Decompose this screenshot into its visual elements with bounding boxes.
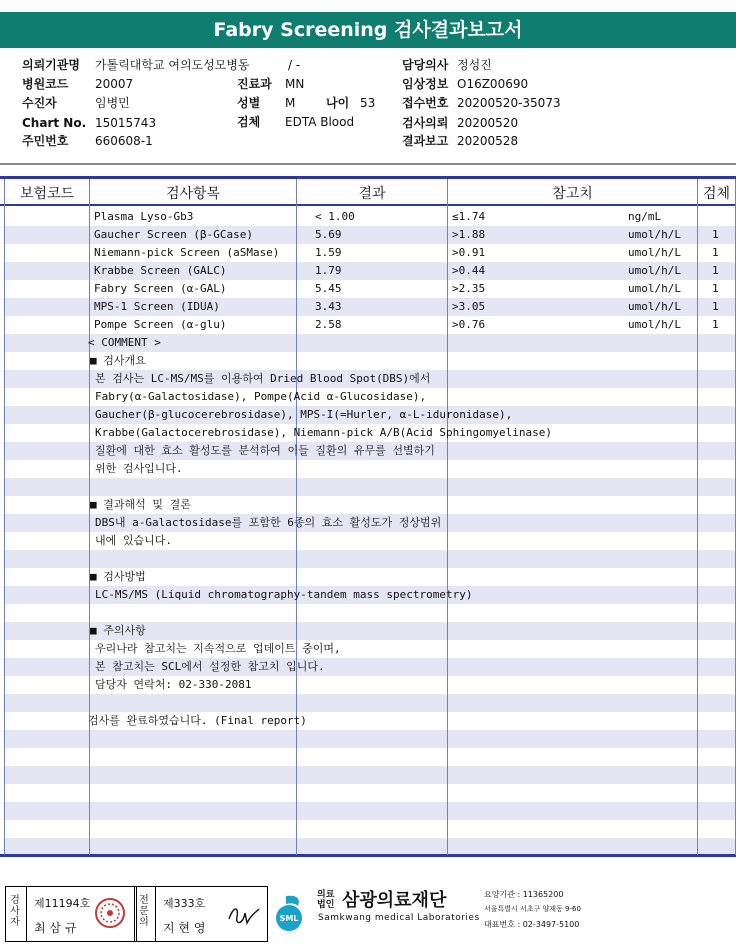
specimen-value: EDTA Blood bbox=[285, 115, 355, 129]
overview-line: 위한 검사입니다. bbox=[95, 462, 183, 475]
method-line: LC-MS/MS (Liquid chromatography-tandem mass spectrometry) bbox=[95, 588, 473, 601]
org-name: 삼광의료재단 bbox=[342, 890, 447, 911]
clinical-value: O16Z00690 bbox=[457, 77, 529, 91]
row-result: 5.45 bbox=[315, 282, 342, 295]
row-result: 2.58 bbox=[315, 318, 342, 331]
clinical-label: 임상정보 bbox=[402, 77, 449, 91]
org-address: 서울특별시 서초구 양재동 9-60 bbox=[484, 905, 581, 913]
section-overview-title: ■ 검사개요 bbox=[90, 354, 146, 367]
sex-value: M bbox=[285, 96, 296, 110]
code-label: 병원코드 bbox=[22, 77, 69, 91]
hospital-label: 의뢰기관명 bbox=[22, 58, 80, 72]
row-unit: umol/h/L bbox=[628, 228, 681, 241]
row-unit: umol/h/L bbox=[628, 300, 681, 313]
caution-line: 담당자 연락처: 02-330-2081 bbox=[95, 678, 252, 691]
row-ref: ≤1.74 bbox=[452, 210, 486, 223]
row-result: 1.59 bbox=[315, 246, 342, 259]
table-head-rule bbox=[0, 204, 736, 206]
col-header-test-item: 검사항목 bbox=[165, 186, 221, 202]
section-interpretation-title: ■ 결과해석 및 결론 bbox=[90, 498, 191, 511]
row-unit: umol/h/L bbox=[628, 264, 681, 277]
report-label: 결과보고 bbox=[402, 134, 449, 148]
row-item: Krabbe Screen (GALC) bbox=[94, 264, 227, 277]
age-label: 나이 bbox=[326, 96, 350, 110]
sml-logo-icon bbox=[272, 892, 306, 932]
specialist-signature bbox=[225, 899, 261, 929]
patient-value: 임병민 bbox=[95, 96, 130, 110]
report-title: Fabry Screening 검사결과보고서 bbox=[0, 12, 736, 48]
specialist-name: 지 현 영 bbox=[163, 921, 206, 935]
row-specimen: 1 bbox=[712, 300, 719, 313]
specialist-box bbox=[134, 886, 268, 942]
grid-line bbox=[4, 179, 5, 855]
chart-value: 15015743 bbox=[95, 116, 157, 130]
overview-line: Gaucher(β-glucocerebrosidase), MPS-I(=Hurler, α-L-iduronidase), bbox=[95, 408, 513, 421]
row-specimen: 1 bbox=[712, 264, 719, 277]
table-bottom-rule bbox=[0, 854, 736, 857]
caution-line: 본 참고치는 SCL에서 설정한 참고치 입니다. bbox=[95, 660, 325, 673]
age-value: 53 bbox=[360, 96, 376, 110]
row-item: MPS-1 Screen (IDUA) bbox=[94, 300, 220, 313]
row-result: < 1.00 bbox=[315, 210, 355, 223]
row-specimen: 1 bbox=[712, 246, 719, 259]
org-english-name: Samkwang medical Laboratories bbox=[318, 913, 480, 923]
chart-label: Chart No. bbox=[22, 116, 87, 130]
col-header-result: 결과 bbox=[358, 186, 386, 202]
overview-line: Fabry(α-Galactosidase), Pompe(Acid α-Glucosidase), bbox=[95, 390, 427, 403]
row-ref: >0.76 bbox=[452, 318, 486, 331]
row-item: Fabry Screen (α-GAL) bbox=[94, 282, 227, 295]
row-unit: umol/h/L bbox=[628, 282, 681, 295]
org-kind: 의료 법인 bbox=[317, 890, 335, 910]
row-ref: >2.35 bbox=[452, 282, 486, 295]
table-top-rule bbox=[0, 176, 736, 179]
overview-line: 질환에 대한 효소 활성도를 분석하여 이들 질환의 유무를 선별하기 bbox=[95, 444, 435, 457]
patient-label: 수진자 bbox=[22, 96, 57, 110]
request-label: 검사의뢰 bbox=[402, 116, 449, 130]
overview-line: Krabbe(Galactocerebrosidase), Niemann-pick A/B(Acid Sphingomyelinase) bbox=[95, 426, 552, 439]
doctor-value: 정성진 bbox=[457, 58, 492, 72]
examiner-name: 최 삼 규 bbox=[34, 921, 77, 935]
grid-line bbox=[447, 179, 448, 855]
row-ref: >1.88 bbox=[452, 228, 486, 241]
report-value: 20200528 bbox=[457, 134, 519, 148]
row-ref: >3.05 bbox=[452, 300, 486, 313]
hospital-value: 가톨릭대학교 여의도성모병동 bbox=[95, 58, 250, 72]
row-result: 3.43 bbox=[315, 300, 342, 313]
col-header-insurance-code: 보험코드 bbox=[19, 186, 75, 202]
row-unit: umol/h/L bbox=[628, 246, 681, 259]
care-code: 요양기관 : 11365200 bbox=[484, 890, 564, 899]
row-specimen: 1 bbox=[712, 318, 719, 331]
examiner-label: 검사자 bbox=[10, 895, 20, 928]
col-header-reference: 참고치 bbox=[552, 186, 593, 202]
col-header-specimen: 검체 bbox=[702, 186, 731, 202]
row-specimen: 1 bbox=[712, 228, 719, 241]
examiner-license: 제11194호 bbox=[34, 897, 91, 910]
dept-label: 진료과 bbox=[237, 77, 272, 91]
section-caution-title: ■ 주의사항 bbox=[90, 624, 146, 637]
dept-value: MN bbox=[285, 77, 305, 91]
footer bbox=[0, 880, 736, 950]
interpretation-line: DBS내 a-Galactosidase를 포함한 6종의 효소 활성도가 정상범위 bbox=[95, 516, 442, 529]
ssn-value: 660608-1 bbox=[95, 134, 153, 148]
final-report-note: 검사를 완료하였습니다. (Final report) bbox=[88, 714, 307, 727]
row-item: Pompe Screen (α-glu) bbox=[94, 318, 227, 331]
row-result: 5.69 bbox=[315, 228, 342, 241]
row-result: 1.79 bbox=[315, 264, 342, 277]
comment-heading: < COMMENT > bbox=[88, 336, 161, 349]
specimen-label: 검체 bbox=[237, 115, 261, 129]
section-method-title: ■ 검사방법 bbox=[90, 570, 146, 583]
grid-line bbox=[697, 179, 698, 855]
sex-label: 성별 bbox=[237, 96, 261, 110]
header-divider bbox=[0, 163, 736, 165]
hospital-extra: / - bbox=[288, 58, 301, 72]
receipt-value: 20200520-35073 bbox=[457, 96, 561, 110]
row-unit: ng/mL bbox=[628, 210, 662, 223]
code-value: 20007 bbox=[95, 77, 134, 91]
row-unit: umol/h/L bbox=[628, 318, 681, 331]
interpretation-line: 내에 있습니다. bbox=[95, 534, 173, 547]
org-phone: 대표번호 : 02-3497-5100 bbox=[484, 920, 580, 929]
caution-line: 우리나라 참고치는 지속적으로 업데이트 중이며, bbox=[95, 642, 341, 655]
examiner-seal bbox=[94, 897, 126, 929]
row-item: Plasma Lyso-Gb3 bbox=[94, 210, 194, 223]
sml-logo-text: SML bbox=[279, 914, 299, 923]
row-ref: >0.91 bbox=[452, 246, 486, 259]
examiner-box bbox=[5, 886, 137, 942]
row-specimen: 1 bbox=[712, 282, 719, 295]
row-item: Niemann-pick Screen (aSMase) bbox=[94, 246, 280, 259]
specialist-label: 전문의 bbox=[139, 895, 149, 928]
row-ref: >0.44 bbox=[452, 264, 486, 277]
overview-line: 본 검사는 LC-MS/MS를 이용하여 Dried Blood Spot(DBS)에서 bbox=[95, 372, 431, 385]
receipt-label: 접수번호 bbox=[402, 96, 449, 110]
ssn-label: 주민번호 bbox=[22, 134, 69, 148]
request-value: 20200520 bbox=[457, 116, 519, 130]
doctor-label: 담당의사 bbox=[402, 58, 449, 72]
row-item: Gaucher Screen (β-GCase) bbox=[94, 228, 253, 241]
grid-line bbox=[89, 179, 90, 855]
specialist-license: 제333호 bbox=[163, 897, 206, 910]
